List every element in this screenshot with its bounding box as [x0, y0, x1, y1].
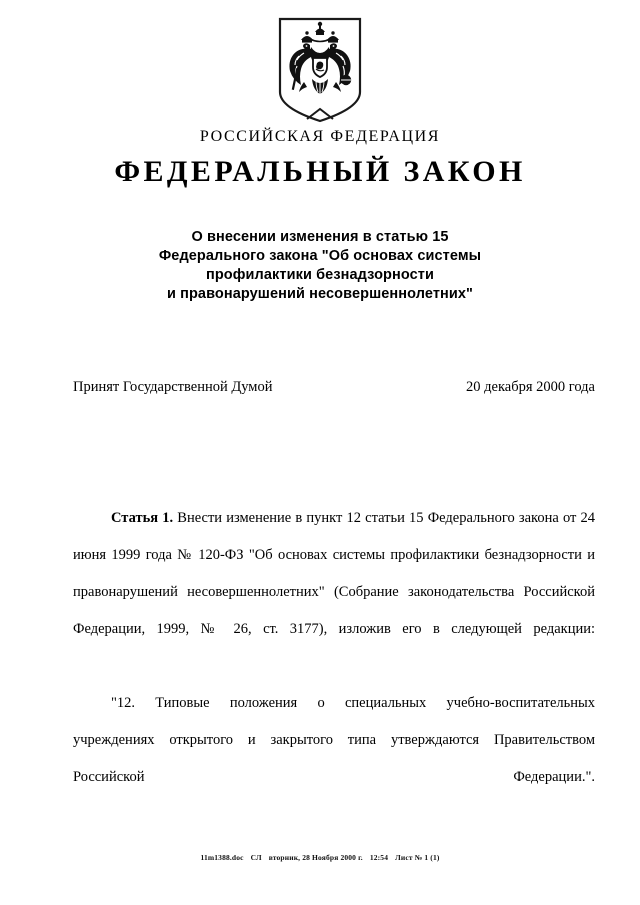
footer-date: вторник, 28 Ноября 2000 г.	[268, 853, 363, 862]
emblem-container	[0, 16, 640, 129]
article-paragraph	[73, 500, 595, 685]
law-subtitle-line: О внесении изменения в статью 15	[191, 229, 449, 245]
page-title: ФЕДЕРАЛЬНЫЙ ЗАКОН	[114, 155, 526, 188]
law-subtitle-line: и правонарушений несовершеннолетних"	[166, 286, 474, 302]
russian-coat-of-arms-icon	[277, 16, 363, 124]
adopting-authority: Принят Государственной Думой	[73, 379, 273, 395]
country-heading: РОССИЙСКАЯ ФЕДЕРАЦИЯ	[199, 128, 441, 145]
adoption-line	[73, 379, 595, 396]
document-body	[73, 500, 595, 833]
footer-initials: СЛ	[250, 853, 262, 862]
law-subtitle	[0, 228, 640, 304]
article-label: Статья 1.	[111, 510, 174, 526]
law-subtitle-line: Федерального закона "Об основах системы	[158, 248, 482, 264]
article-text: Внести изменение в пункт 12 статьи 15 Федерального закона от 24 июня 1999 года № 120-ФЗ "Об основах системы профилактики безнадзорности и правонарушений несовершеннолетних" (Собрание законодательства Российской Федерации, 1999, № 26, ст. 3177), изложив его в следующей редакции:	[73, 510, 595, 637]
footer-sheet: Лист № 1 (1)	[395, 853, 440, 862]
law-subtitle-line: профилактики безнадзорности	[205, 267, 435, 283]
footer-time: 12:54	[369, 853, 389, 862]
footer-filename: 11m1388.doc	[200, 853, 244, 862]
amendment-text: "12. Типовые положения о специальных учебно-воспитательных учреждениях открытого и закрытого типа утверждаются Правительством Российской Федерации.".	[73, 695, 595, 785]
adoption-date: 20 декабря 2000 года	[466, 379, 595, 395]
amendment-paragraph	[73, 685, 595, 833]
page-footer	[0, 853, 640, 862]
